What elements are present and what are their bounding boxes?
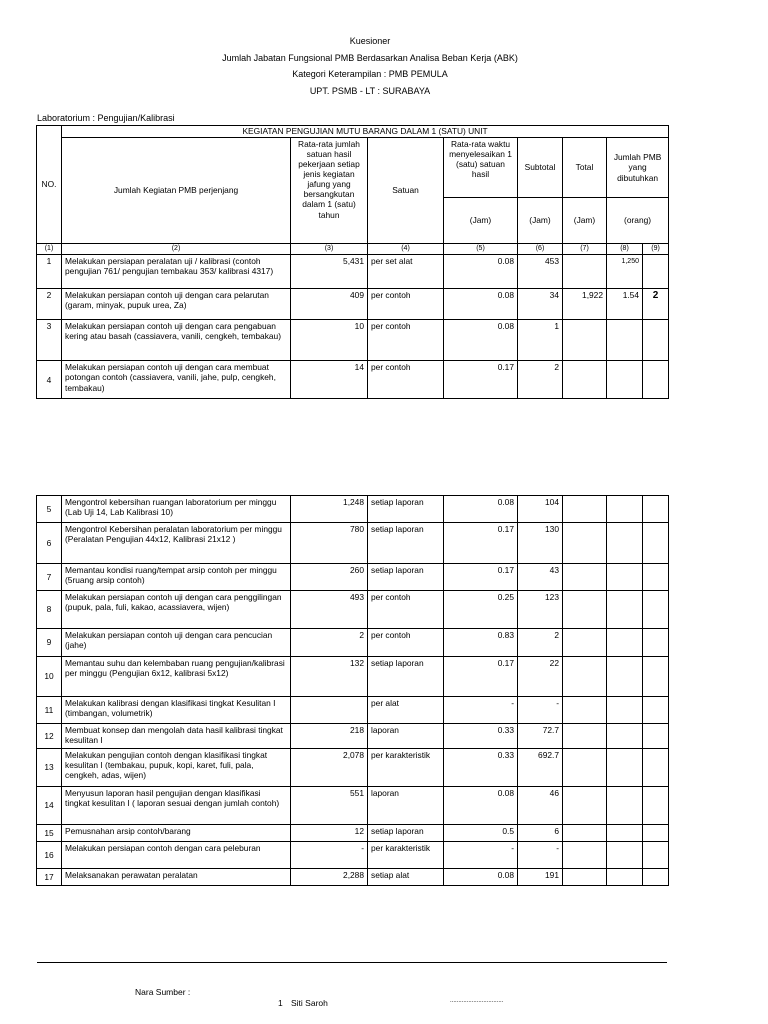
doc-unit: UPT. PSMB - LT : SURABAYA: [309, 86, 431, 96]
row-rata: 10: [291, 320, 368, 361]
row-rata: 12: [291, 825, 368, 842]
index-cell: (7): [563, 244, 607, 255]
row-no: 5: [37, 496, 62, 523]
row-kegiatan: Menyusun laporan hasil pengujian dengan klasifikasi tingkat kesulitan I ( laporan sesuai dengan jumlah contoh): [62, 787, 291, 825]
table-row: [37, 749, 669, 787]
table-row: [37, 724, 669, 749]
table-row: [37, 825, 669, 842]
row-waktu: -: [444, 842, 518, 869]
row-subtotal: 2: [518, 629, 563, 657]
row-kegiatan: Melakukan persiapan contoh uji dengan cara pencucian (jahe): [62, 629, 291, 657]
row-col9: 2: [643, 289, 669, 320]
col-rata-jumlah-header: Rata-rata jumlah satuan hasil pekerjaan setiap jenis kegiatan jafung yang bersangkutan dalam 1 (satu) tahun: [291, 138, 368, 244]
row-rata: -: [291, 842, 368, 869]
table-row: [37, 320, 669, 361]
row-satuan: setiap laporan: [368, 825, 444, 842]
row-no: 6: [37, 523, 62, 564]
doc-category: Kategori Keterampilan : PMB PEMULA: [292, 69, 448, 79]
col-satuan-header: Satuan: [368, 138, 444, 244]
row-satuan: setiap laporan: [368, 564, 444, 591]
row-kegiatan: Melaksanakan perawatan peralatan: [62, 869, 291, 886]
row-no: 7: [37, 564, 62, 591]
row-subtotal: 191: [518, 869, 563, 886]
unit-jam-3: (Jam): [563, 198, 607, 244]
row-waktu: 0.17: [444, 657, 518, 697]
row-subtotal: 104: [518, 496, 563, 523]
row-no: 15: [37, 825, 62, 842]
table-row: [37, 591, 669, 629]
table-row: [37, 657, 669, 697]
row-no: 14: [37, 787, 62, 825]
row-waktu: 0.08: [444, 255, 518, 289]
index-cell: (2): [62, 244, 291, 255]
laboratorium-label: Laboratorium : Pengujian/Kalibrasi: [37, 113, 175, 123]
row-subtotal: -: [518, 842, 563, 869]
table-row: [37, 255, 669, 289]
row-rata: 260: [291, 564, 368, 591]
unit-jam-1: (Jam): [444, 198, 518, 244]
row-kegiatan: Melakukan persiapan contoh uji dengan cara pelarutan (garam, minyak, pupuk urea, Za): [62, 289, 291, 320]
col-jumlah-pmb-header: Jumlah PMB yang dibutuhkan: [607, 138, 669, 198]
row-subtotal: 123: [518, 591, 563, 629]
index-cell: (6): [518, 244, 563, 255]
row-total: 1,922: [563, 289, 607, 320]
row-subtotal: 6: [518, 825, 563, 842]
footer-divider: [37, 962, 667, 963]
row-no: 12: [37, 724, 62, 749]
table-row: [37, 629, 669, 657]
row-satuan: setiap alat: [368, 869, 444, 886]
row-jumlah-pmb: 1.54: [607, 289, 643, 320]
row-subtotal: 46: [518, 787, 563, 825]
row-col9: [643, 255, 669, 289]
row-kegiatan: Melakukan persiapan contoh uji dengan cara penggilingan (pupuk, pala, fuli, kakao, acassiavera, wijen): [62, 591, 291, 629]
unit-orang: (orang): [607, 198, 669, 244]
row-rata: 551: [291, 787, 368, 825]
row-waktu: 0.17: [444, 523, 518, 564]
abk-table-top: [36, 125, 669, 399]
row-rata: 14: [291, 361, 368, 399]
row-no: 3: [37, 320, 62, 361]
row-subtotal: 22: [518, 657, 563, 697]
col-kegiatan-header: Jumlah Kegiatan PMB perjenjang: [62, 138, 291, 244]
table-row: [37, 289, 669, 320]
row-satuan: setiap laporan: [368, 496, 444, 523]
row-no: 11: [37, 697, 62, 724]
row-rata: 2: [291, 629, 368, 657]
table-row: [37, 361, 669, 399]
row-rata: 2,078: [291, 749, 368, 787]
index-cell: (9): [643, 244, 669, 255]
row-no: 13: [37, 749, 62, 787]
row-kegiatan: Memantau kondisi ruang/tempat arsip contoh per minggu (5ruang arsip contoh): [62, 564, 291, 591]
table-row: [37, 496, 669, 523]
row-subtotal: 453: [518, 255, 563, 289]
row-waktu: 0.08: [444, 869, 518, 886]
row-kegiatan: Melakukan persiapan contoh dengan cara peleburan: [62, 842, 291, 869]
row-satuan: setiap laporan: [368, 657, 444, 697]
row-waktu: 0.17: [444, 564, 518, 591]
table-row: [37, 787, 669, 825]
row-rata: [291, 697, 368, 724]
row-subtotal: 34: [518, 289, 563, 320]
row-no: 10: [37, 657, 62, 697]
row-rata: 409: [291, 289, 368, 320]
row-satuan: per karakteristik: [368, 749, 444, 787]
row-subtotal: -: [518, 697, 563, 724]
row-rata: 218: [291, 724, 368, 749]
table-row: [37, 523, 669, 564]
index-cell: (3): [291, 244, 368, 255]
row-subtotal: 692.7: [518, 749, 563, 787]
row-waktu: 0.5: [444, 825, 518, 842]
table-row: [37, 869, 669, 886]
row-kegiatan: Memantau suhu dan kelembaban ruang pengujian/kalibrasi per minggu (Pengujian 6x12, kalibrasi 5x12): [62, 657, 291, 697]
row-satuan: laporan: [368, 724, 444, 749]
row-subtotal: 72.7: [518, 724, 563, 749]
col-total-header: Total: [563, 138, 607, 198]
row-subtotal: 1: [518, 320, 563, 361]
row-waktu: 0.08: [444, 320, 518, 361]
index-cell: (4): [368, 244, 444, 255]
row-rata: 1,248: [291, 496, 368, 523]
row-waktu: 0.83: [444, 629, 518, 657]
row-jumlah-pmb: [607, 361, 643, 399]
row-kegiatan: Membuat konsep dan mengolah data hasil kalibrasi tingkat kesulitan I: [62, 724, 291, 749]
row-kegiatan: Melakukan persiapan contoh uji dengan cara pengabuan kering atau basah (cassiavera, vanili, cengkeh, tembakau): [62, 320, 291, 361]
row-kegiatan: Melakukan pengujian contoh dengan klasifikasi tingkat kesulitan I (tembakau, pupuk, kopi, karet, fuli, pala, cengkeh, adas, wijen): [62, 749, 291, 787]
row-no: 1: [37, 255, 62, 289]
row-subtotal: 130: [518, 523, 563, 564]
row-kegiatan: Mengontrol kebersihan ruangan laboratorium per minggu (Lab Uji 14, Lab Kalibrasi 10): [62, 496, 291, 523]
row-jumlah-pmb: 1,250: [607, 255, 643, 289]
row-satuan: per contoh: [368, 629, 444, 657]
person-number: 1: [278, 998, 283, 1008]
row-waktu: 0.17: [444, 361, 518, 399]
index-cell: (5): [444, 244, 518, 255]
row-kegiatan: Melakukan persiapan peralatan uji / kalibrasi (contoh pengujian 761/ pengujian tembakau 353/ kalibrasi 4317): [62, 255, 291, 289]
row-rata: 493: [291, 591, 368, 629]
person-name: Siti Saroh: [291, 998, 328, 1008]
row-satuan: setiap laporan: [368, 523, 444, 564]
row-rata: 5,431: [291, 255, 368, 289]
nara-sumber-label: Nara Sumber :: [135, 987, 191, 997]
row-satuan: per contoh: [368, 320, 444, 361]
row-total: [563, 255, 607, 289]
row-waktu: 0.25: [444, 591, 518, 629]
row-no: 9: [37, 629, 62, 657]
col-no-header: NO.: [37, 126, 62, 244]
group-title: KEGIATAN PENGUJIAN MUTU BARANG DALAM 1 (SATU) UNIT: [62, 126, 669, 138]
table-row: [37, 697, 669, 724]
col-rata-waktu-header: Rata-rata waktu menyelesaikan 1 (satu) satuan hasil: [444, 138, 518, 198]
row-waktu: 0.33: [444, 749, 518, 787]
index-cell: (1): [37, 244, 62, 255]
table-row: [37, 564, 669, 591]
row-no: 2: [37, 289, 62, 320]
unit-jam-2: (Jam): [518, 198, 563, 244]
row-jumlah-pmb: [607, 320, 643, 361]
row-rata: 780: [291, 523, 368, 564]
row-rata: 2,288: [291, 869, 368, 886]
row-total: [563, 320, 607, 361]
row-rata: 132: [291, 657, 368, 697]
row-col9: [643, 361, 669, 399]
row-waktu: 0.08: [444, 496, 518, 523]
row-total: [563, 361, 607, 399]
row-no: 16: [37, 842, 62, 869]
signature-line: ................................: [450, 998, 504, 1004]
row-subtotal: 43: [518, 564, 563, 591]
row-satuan: per contoh: [368, 591, 444, 629]
abk-table-bottom: [36, 495, 669, 886]
row-kegiatan: Pemusnahan arsip contoh/barang: [62, 825, 291, 842]
row-satuan: per contoh: [368, 361, 444, 399]
doc-subtitle: Jumlah Jabatan Fungsional PMB Berdasarkan Analisa Beban Kerja (ABK): [222, 53, 518, 63]
row-kegiatan: Melakukan persiapan contoh uji dengan cara membuat potongan contoh (cassiavera, vanili, jahe, pulp, cengkeh, tembakau): [62, 361, 291, 399]
col-subtotal-header: Subtotal: [518, 138, 563, 198]
row-kegiatan: Melakukan kalibrasi dengan klasifikasi tingkat Kesulitan I (timbangan, volumetrik): [62, 697, 291, 724]
row-satuan: per contoh: [368, 289, 444, 320]
row-satuan: laporan: [368, 787, 444, 825]
row-waktu: -: [444, 697, 518, 724]
row-waktu: 0.08: [444, 787, 518, 825]
index-cell: (8): [607, 244, 643, 255]
row-satuan: per set alat: [368, 255, 444, 289]
row-waktu: 0.08: [444, 289, 518, 320]
row-subtotal: 2: [518, 361, 563, 399]
row-satuan: per karakteristik: [368, 842, 444, 869]
row-kegiatan: Mengontrol Kebersihan peralatan laboratorium per minggu (Peralatan Pengujian 44x12, Kalibrasi 21x12 ): [62, 523, 291, 564]
row-no: 8: [37, 591, 62, 629]
row-col9: [643, 320, 669, 361]
row-satuan: per alat: [368, 697, 444, 724]
table-row: [37, 842, 669, 869]
doc-title: Kuesioner: [349, 36, 391, 46]
row-no: 17: [37, 869, 62, 886]
row-waktu: 0.33: [444, 724, 518, 749]
row-no: 4: [37, 361, 62, 399]
